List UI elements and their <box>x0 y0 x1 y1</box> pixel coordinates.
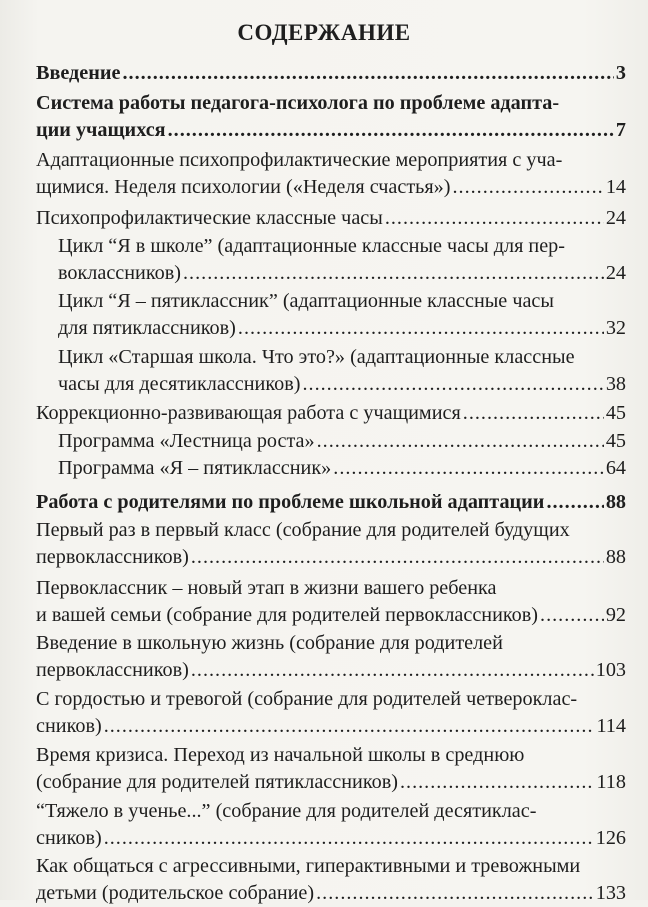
toc-entry-text: Цикл «Старшая школа. Что это?» (адаптационные классные <box>58 346 575 368</box>
toc-entry-text: сников) <box>36 827 102 849</box>
toc-entry-vremya-krizisa <box>36 742 626 796</box>
leader-dots <box>122 60 613 87</box>
leader-dots <box>238 315 604 342</box>
page-number: 32 <box>605 317 626 339</box>
toc-entry-text: сников) <box>36 715 102 737</box>
toc-entry-text: Работа с родителями по проблеме школьной адаптации <box>36 491 545 513</box>
page-number: 88 <box>605 546 626 568</box>
leader-dots <box>104 825 594 852</box>
leader-dots <box>385 205 604 232</box>
page-number: 118 <box>596 771 626 793</box>
leader-dots <box>302 371 603 398</box>
toc-entry-text: воклассников) <box>58 262 181 284</box>
toc-entry-pervoklassnik <box>36 575 626 629</box>
leader-dots <box>463 400 604 427</box>
toc-entry-text: щимися. Неделя психологии («Неделя счастья») <box>36 176 451 198</box>
toc-entry-tyazhelo-v-uchenye <box>36 798 626 852</box>
toc-entry-ya-v-shkole <box>58 233 626 287</box>
toc-entry-text: ции учащихся <box>36 119 166 141</box>
toc-entry-korrektsionno <box>36 400 626 427</box>
page-number: 88 <box>605 491 626 513</box>
toc-entry-rabota-s-roditelyami <box>36 489 626 516</box>
leader-dots <box>316 880 594 907</box>
page-number: 126 <box>595 827 626 849</box>
toc-entry-text: С гордостью и тревогой (собрание для родителей четвероклас- <box>36 688 578 710</box>
leader-dots <box>183 260 604 287</box>
toc-entry-text: первоклассников) <box>36 546 189 568</box>
leader-dots <box>546 489 603 516</box>
toc-entry-sistema <box>36 90 626 144</box>
page-number: 14 <box>605 176 626 198</box>
toc-entry-text: часы для десятиклассников) <box>58 373 301 395</box>
toc-entry-text: Введение <box>36 62 121 84</box>
leader-dots <box>333 455 604 482</box>
page-title: СОДЕРЖАНИЕ <box>237 20 411 45</box>
toc-entry-text: “Тяжело в ученье...” (собрание для родителей десятиклас- <box>36 800 537 822</box>
toc-entry-text: Адаптационные психопрофилактические мероприятия с уча- <box>36 149 563 171</box>
toc-entry-text: Цикл “Я – пятиклассник” (адаптационные классные часы <box>58 290 554 312</box>
toc-entry-text: Программа «Я – пятиклассник» <box>58 457 332 479</box>
toc-entry-lestnitsa-rosta <box>58 428 626 455</box>
page-number: 7 <box>615 119 626 141</box>
toc-entry-vvedenie-v-shkolnuyu <box>36 630 626 684</box>
toc-entry-kak-obshchatsya <box>36 853 626 907</box>
page-number: 3 <box>615 62 626 84</box>
page-number: 45 <box>605 402 626 424</box>
toc-entry-text: Как общаться с агрессивными, гиперактивными и тревожными <box>36 855 581 877</box>
leader-dots <box>191 544 604 571</box>
toc-entry-text: и вашей семьи (собрание для родителей первоклассников) <box>36 604 539 626</box>
leader-dots <box>191 657 594 684</box>
page-number: 24 <box>605 207 626 229</box>
page-number: 133 <box>595 882 626 904</box>
toc-entry-adaptatsionnye <box>36 147 626 201</box>
toc-entry-text: Первоклассник – новый этап в жизни вашего ребенка <box>36 577 497 599</box>
toc-entry-text: Цикл “Я в школе” (адаптационные классные часы для пер- <box>58 235 565 257</box>
page-number: 103 <box>595 659 626 681</box>
leader-dots <box>168 117 614 144</box>
toc-entry-text: Коррекционно-развивающая работа с учащимися <box>36 402 461 424</box>
toc-entry-text: Программа «Лестница роста» <box>58 430 315 452</box>
toc-entry-text: Введение в школьную жизнь (собрание для родителей <box>36 632 503 654</box>
toc-entry-klassnye-chasy <box>36 205 626 232</box>
toc-entry-text: (собрание для родителей пятиклассников) <box>36 771 398 793</box>
toc-entry-text: детьми (родительское собрание) <box>36 882 315 904</box>
toc-entry-text: первоклассников) <box>36 659 189 681</box>
toc-entry-text: для пятиклассников) <box>58 317 236 339</box>
toc-entry-vvedenie <box>36 60 626 87</box>
page-number: 45 <box>605 430 626 452</box>
page-number: 38 <box>605 373 626 395</box>
toc-entry-programma-ya-pyatiklassnik <box>58 455 626 482</box>
leader-dots <box>317 428 604 455</box>
toc-entry-text: Время кризиса. Переход из начальной школы в среднюю <box>36 744 525 766</box>
page-number: 64 <box>605 457 626 479</box>
leader-dots <box>540 602 604 629</box>
toc-entry-ya-pyatiklassnik <box>58 288 626 342</box>
page-number: 114 <box>596 715 626 737</box>
page-number: 92 <box>605 604 626 626</box>
toc-entry-starshaya-shkola <box>58 344 626 398</box>
toc-entry-text: Система работы педагога-психолога по проблеме адапта- <box>36 92 560 114</box>
toc-entry-pervyi-raz <box>36 517 626 571</box>
toc-entry-text: Первый раз в первый класс (собрание для родителей будущих <box>36 519 570 541</box>
leader-dots <box>400 769 594 796</box>
page-number: 24 <box>605 262 626 284</box>
toc-entry-s-gordostyu <box>36 686 626 740</box>
leader-dots <box>104 713 595 740</box>
leader-dots <box>452 174 603 201</box>
toc-entry-text: Психопрофилактические классные часы <box>36 207 383 229</box>
